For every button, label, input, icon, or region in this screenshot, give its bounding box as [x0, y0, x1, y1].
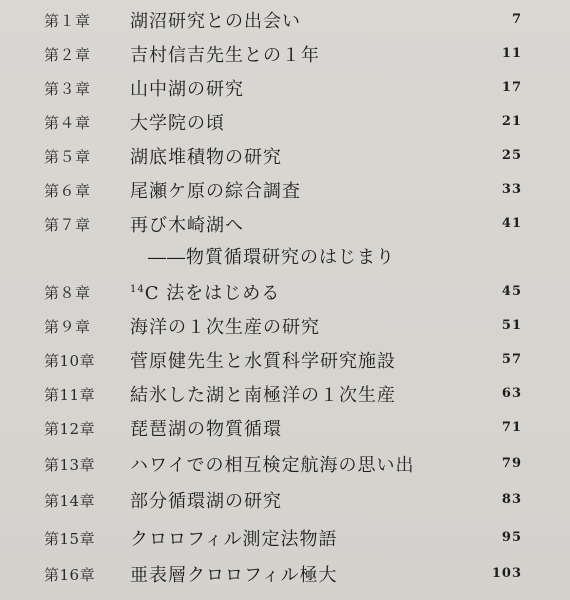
page-number: 83: [501, 492, 522, 507]
toc-entry-2: [0, 40, 570, 70]
chapter-subtitle: ――物質循環研究のはじまり: [148, 247, 395, 268]
page-number: 57: [501, 352, 522, 367]
toc-entry-8: [0, 278, 570, 308]
chapter-title: 再び木崎湖へ: [130, 215, 244, 236]
isotope-superscript: 14: [130, 284, 145, 295]
page-number: 45: [501, 284, 522, 299]
toc-entry-3: [0, 74, 570, 104]
chapter-number: 第３章: [44, 80, 91, 98]
toc-entry-4: [0, 108, 570, 138]
page-number: 21: [501, 114, 522, 129]
toc-entry-10: [0, 346, 570, 376]
chapter-number: 第10章: [44, 352, 96, 370]
chapter-title: 尾瀬ケ原の綜合調査: [130, 181, 301, 202]
chapter-title-text: C 法をはじめる: [144, 283, 281, 304]
page-number: 51: [501, 318, 522, 333]
page-number: 63: [501, 386, 522, 401]
chapter-number: 第11章: [44, 386, 96, 404]
chapter-number: 第12章: [44, 420, 96, 438]
toc-entry-11: [0, 380, 570, 410]
chapter-title: 山中湖の研究: [130, 79, 244, 100]
chapter-title: [130, 279, 280, 305]
page-number: 33: [501, 182, 522, 197]
chapter-title: 吉村信吉先生との１年: [130, 45, 320, 66]
toc-entry-12: [0, 414, 570, 444]
toc-entry-6: [0, 176, 570, 206]
toc-entry-9: [0, 312, 570, 342]
chapter-number: 第６章: [44, 182, 91, 200]
chapter-number: 第16章: [44, 566, 96, 584]
page-number: 71: [501, 420, 522, 435]
chapter-title: ハワイでの相互検定航海の思い出: [130, 455, 415, 476]
chapter-number: 第14章: [44, 492, 96, 510]
toc-entry-15: [0, 524, 570, 554]
toc-entry-7: [0, 210, 570, 272]
page-number: 95: [501, 530, 522, 545]
chapter-title: 部分循環湖の研究: [130, 491, 282, 512]
chapter-number: 第４章: [44, 114, 91, 132]
chapter-number: 第１章: [44, 12, 91, 30]
chapter-number: 第13章: [44, 456, 96, 474]
chapter-title: 湖底堆積物の研究: [130, 147, 282, 168]
toc-entry-1: [0, 6, 570, 36]
toc-entry-13: [0, 450, 570, 480]
chapter-number: 第８章: [44, 284, 91, 302]
chapter-title: 亜表層クロロフィル極大: [130, 565, 338, 586]
chapter-number: 第７章: [44, 216, 91, 234]
toc-entry-5: [0, 142, 570, 172]
chapter-number: 第２章: [44, 46, 91, 64]
page-number: 25: [501, 148, 522, 163]
page-number: 41: [501, 216, 522, 231]
chapter-title: 琵琶湖の物質循環: [130, 419, 282, 440]
chapter-title: 結氷した湖と南極洋の１次生産: [130, 385, 396, 406]
chapter-number: 第５章: [44, 148, 91, 166]
chapter-title: クロロフィル測定法物語: [130, 529, 338, 550]
toc-entry-16: [0, 560, 570, 590]
page-number: 17: [501, 80, 522, 95]
chapter-title: 大学院の頃: [130, 113, 225, 134]
page-number: 103: [491, 566, 522, 581]
toc-entry-14: [0, 486, 570, 516]
chapter-number: 第９章: [44, 318, 91, 336]
page-number: 7: [511, 12, 522, 27]
chapter-number: 第15章: [44, 530, 96, 548]
page-number: 79: [501, 456, 522, 471]
page-number: 11: [501, 46, 522, 61]
chapter-title: 湖沼研究との出会い: [130, 11, 301, 32]
chapter-title: 菅原健先生と水質科学研究施設: [130, 351, 396, 372]
chapter-title: 海洋の１次生産の研究: [130, 317, 320, 338]
